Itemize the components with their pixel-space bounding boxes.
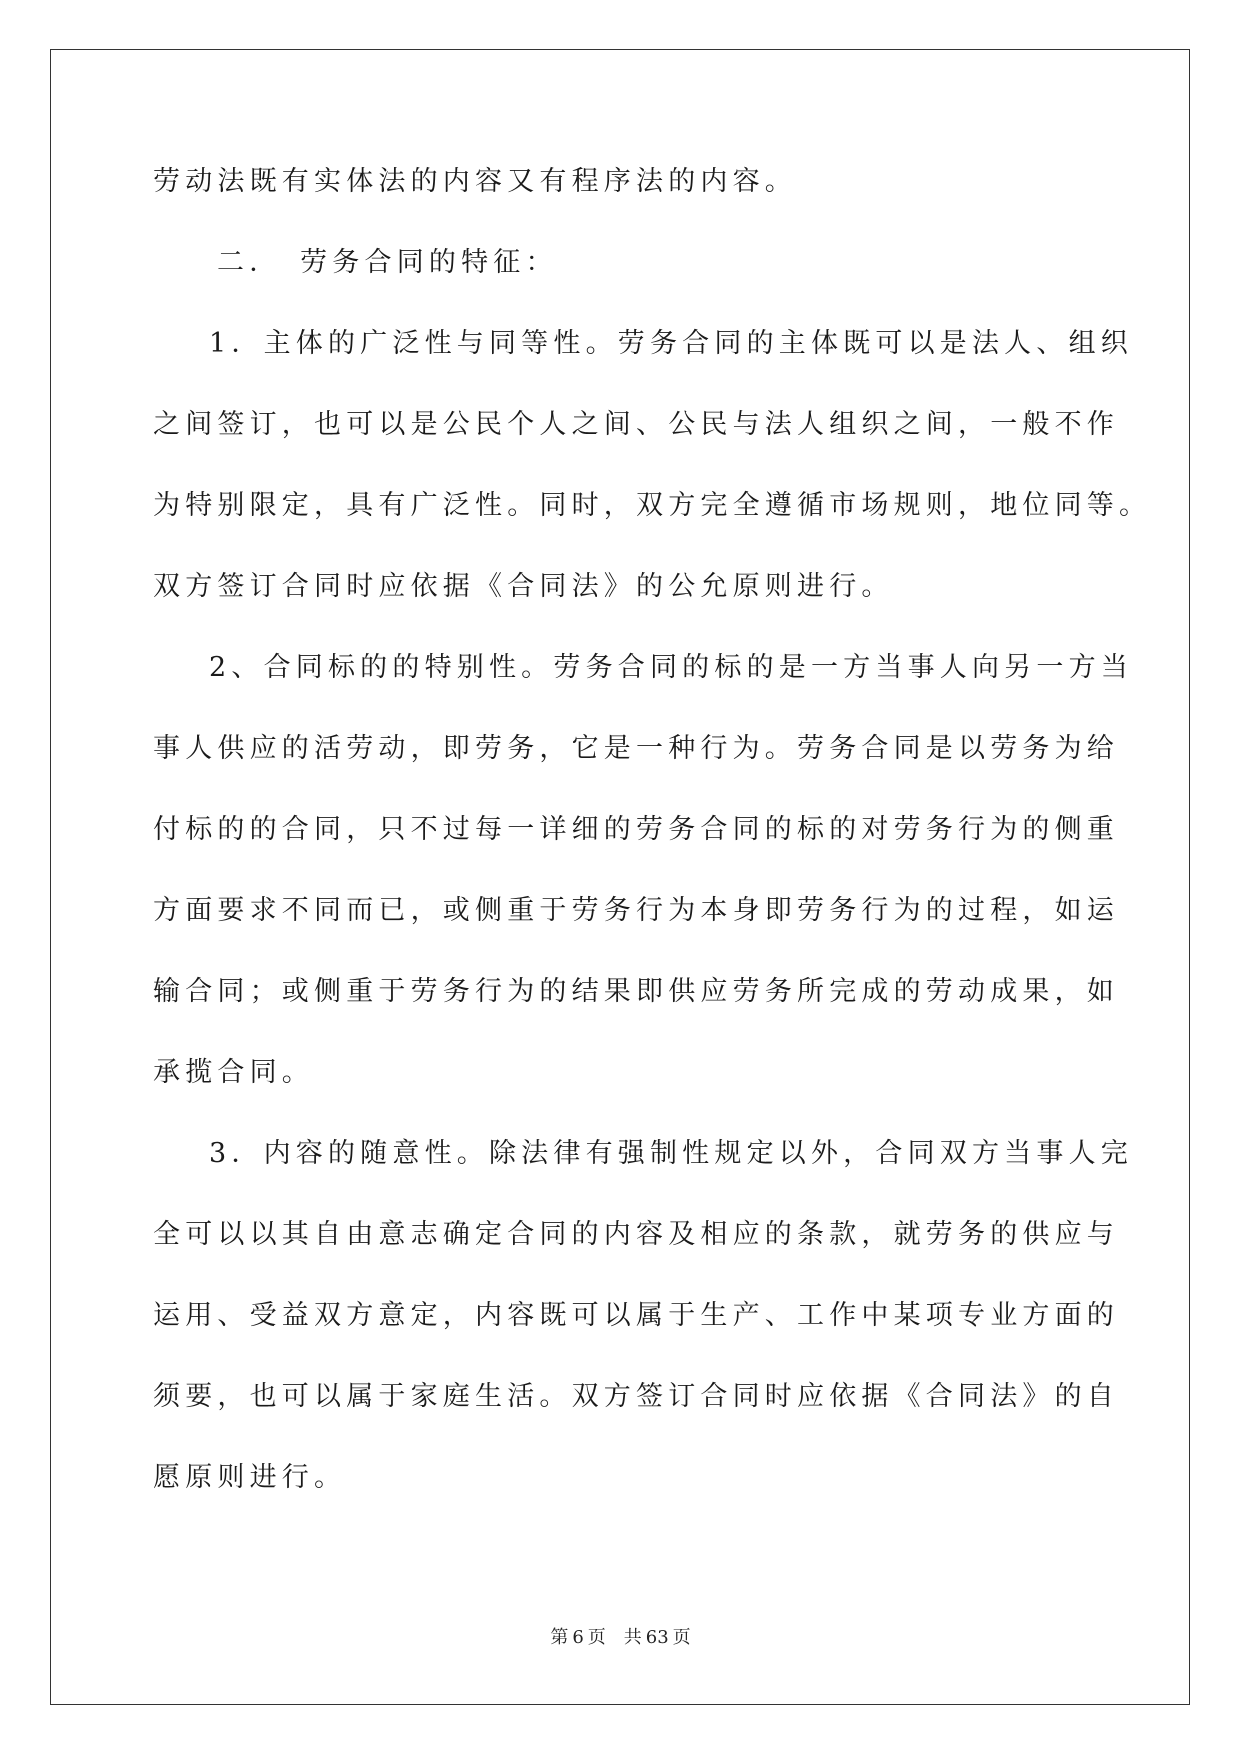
total-pages-number: 63 [645, 1627, 669, 1648]
text-line: 2、合同标的的特别性。劳务合同的标的是一方当事人向另一方当 [209, 652, 1133, 683]
text-line: 1．主体的广泛性与同等性。劳务合同的主体既可以是法人、组织 [209, 328, 1133, 359]
text-line: 劳动法既有实体法的内容又有程序法的内容。 [153, 166, 797, 197]
text-line: 付标的的合同，只不过每一详细的劳务合同的标的对劳务行为的侧重 [153, 814, 1119, 845]
text-line: 承揽合同。 [153, 1057, 314, 1088]
text-line: 输合同；或侧重于劳务行为的结果即供应劳务所完成的劳动成果，如 [153, 976, 1119, 1007]
page-label-mid: 页 共 [587, 1627, 642, 1648]
text-line: 运用、受益双方意定，内容既可以属于生产、工作中某项专业方面的 [153, 1300, 1119, 1331]
page-footer [0, 1623, 1241, 1649]
text-line: 3．内容的随意性。除法律有强制性规定以外，合同双方当事人完 [209, 1138, 1133, 1169]
page-label-suffix: 页 [672, 1627, 691, 1648]
section-heading: 二． 劳务合同的特征： [217, 247, 558, 278]
text-line: 双方签订合同时应依据《合同法》的公允原则进行。 [153, 571, 894, 602]
document-body [153, 162, 1152, 1539]
current-page-number: 6 [572, 1627, 584, 1648]
text-line: 须要，也可以属于家庭生活。双方签订合同时应依据《合同法》的自 [153, 1381, 1119, 1412]
text-line: 全可以以其自由意志确定合同的内容及相应的条款，就劳务的供应与 [153, 1219, 1119, 1250]
text-line: 之间签订，也可以是公民个人之间、公民与法人组织之间，一般不作 [153, 409, 1119, 440]
text-line: 愿原则进行。 [153, 1462, 347, 1493]
text-line: 方面要求不同而已，或侧重于劳务行为本身即劳务行为的过程，如运 [153, 895, 1119, 926]
page-label-prefix: 第 [550, 1627, 569, 1648]
text-line: 事人供应的活劳动，即劳务，它是一种行为。劳务合同是以劳务为给 [153, 733, 1119, 764]
text-line: 为特别限定，具有广泛性。同时，双方完全遵循市场规则，地位同等。 [153, 490, 1152, 521]
